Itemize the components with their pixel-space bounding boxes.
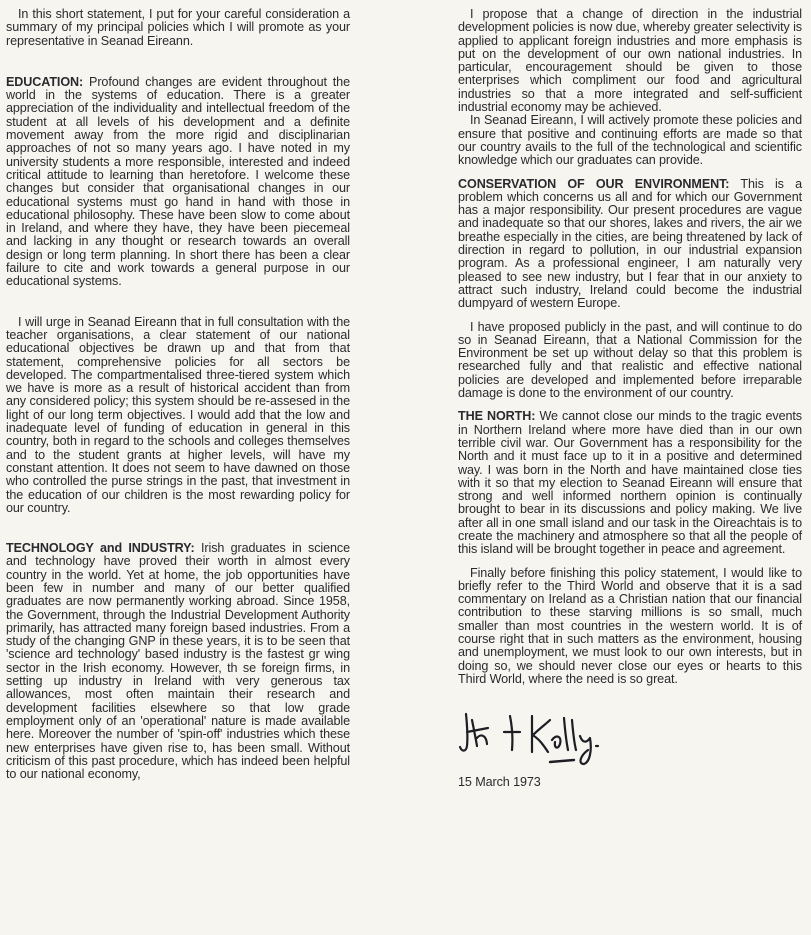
conservation-paragraph-1 [458, 178, 802, 311]
industry-paragraph-2: In Seanad Eireann, I will actively promote these policies and ensure that positive and continuing efforts are made so that our country avails to the full of the technological and scientific knowledge which our graduates can provide. [458, 113, 802, 168]
industry-paragraph-1: I propose that a change of direction in the industrial development policies is now due, whereby greater selectivity is applied to applicant foreign industries and more emphasis is put on the development of our own national industries. In particular, encouragement should be given to those enterprises which compliment our food and agricultural industries so that a more integrated and self-sufficient industrial economy may be achieved. [458, 7, 802, 115]
signature-image [458, 706, 658, 768]
north-heading: THE NORTH: [458, 409, 536, 424]
north-paragraph [458, 410, 802, 556]
education-paragraph-2: I will urge in Seanad Eireann that in full consultation with the teacher organisations, a clear statement of our national educational objectives be drawn up and that from that statement, comprehensive policies for all sectors be developed. The compartmentalised three-tiered system which we have is more as a result of historical accident than from any considered policy; this system should be re-assesed in the light of our long term objectives. I would add that the low and inadequate level of funding of education in general in this country, both in regard to the schools and colleges themselves and to the student grants at higher levels, will have my constant attention. It does not seem to have dawned on those who controlled the purse strings in the past, that investment in the education of our children is the most rewarding policy for our country. [6, 314, 350, 515]
education-text-1: Profound changes are evident throughout the world in the systems of education. There is a greater appreciation of the individuality and intellectual freedom of the student at all levels of his development and a definite movement away from the more rigid and disciplinarian approaches of not so many years ago. I have noted in my university students a more responsible, interested and indeed critical attitude to learning than heretofore. I welcome these changes but consider that organisational changes in our educational systems must go hand in hand with those in educational philosophy. These have been slow to come about in Ireland, and where they have, they have been piecemeal and lacking in any thought or research towards an overall design or long term planning. In short there has been a clear failure to cite and work towards a general purpose in our educational systems. [6, 74, 350, 289]
technology-text: Irish graduates in science and technology have proved their worth in almost every country in the world. Yet at home, the job opportunities have been few in number and many of our better qualified graduates are now permanently working abroad. Since 1958, the Government, through the Industrial Development Authority primarily, has attracted many foreign based industries. From a study of the changing GNP in these years, it is to be seen that 'science ard technology' based industry is the fastest gr wing sector in the Irish economy. However, th se foreign firms, in setting up industry in Ireland with very generous tax allowances, most often maintain their research and development facilities elsewhere so that low grade employment only of an 'operational' nature is made available here. Moreover the number of 'spin-off' industries which these new enterprises have given rise to, has been small. Without criticism of this past procedure, which has indeed been helpful to our national economy, [6, 541, 351, 782]
intro-paragraph: In this short statement, I put for your careful consideration a summary of my principal policies which I will promote as your representative in Seanad Eireann. [6, 7, 350, 48]
closing-paragraph: Finally before finishing this policy statement, I would like to briefly refer to the Third World and observe that it is a sad commentary on Ireland as a Christian nation that our financial contribution to these starving millions is so small, much smaller than most countries in the western world. It is of course right that in such matters as the environment, housing and unemployment, we must look to our own interests, but in doing so, we should never close our eyes or hearts to this Third World, where the need is so great. [458, 565, 802, 686]
conservation-text-1: This is a problem which concerns us all and for which our Government has a major responsibility. Our present procedures are vague and inadequate so that our shores, lakes and rivers, the air we breathe especially in the cities, are being threatened by lack of direction in regard to pollution, in our industrial expansion program. As a professional engineer, I am naturally very pleased to see new industry, but I fear that in our anxiety to attract such industry, Ireland could become the industrial dumpyard of western Europe. [458, 176, 802, 311]
conservation-heading: CONSERVATION OF OUR ENVIRONMENT: [458, 176, 730, 191]
right-column [458, 8, 802, 790]
statement-date: 15 March 1973 [458, 775, 541, 790]
technology-heading: TECHNOLOGY and INDUSTRY: [6, 541, 195, 556]
education-paragraph-1 [6, 76, 350, 289]
education-heading: EDUCATION: [6, 74, 84, 89]
left-column [6, 8, 350, 781]
north-text: We cannot close our minds to the tragic events in Northern Ireland where more have died than in our own terrible civil war. Our Government has a responsibility for the North and it must face up to it in a positive and determined way. I was born in the North and have maintained close ties with it so that my election to Seanad Eireann will ensure that strong and well informed northern opinion is continually brought to bear in its discussions and policy making. We live after all in one small island and our task in the Oireachtais is to create the machinery and atmosphere so that all the people of this island will be brought together in peace and agreement. [458, 409, 803, 557]
technology-paragraph [6, 542, 350, 781]
conservation-paragraph-2: I have proposed publicly in the past, and will continue to do so in Seanad Eireann, that a National Commission for the Environment be set up without delay so that this problem is researched fully and that realistic and effective national policies are developed and implemented before irreparable damage is done to the environment of our country. [458, 319, 802, 401]
